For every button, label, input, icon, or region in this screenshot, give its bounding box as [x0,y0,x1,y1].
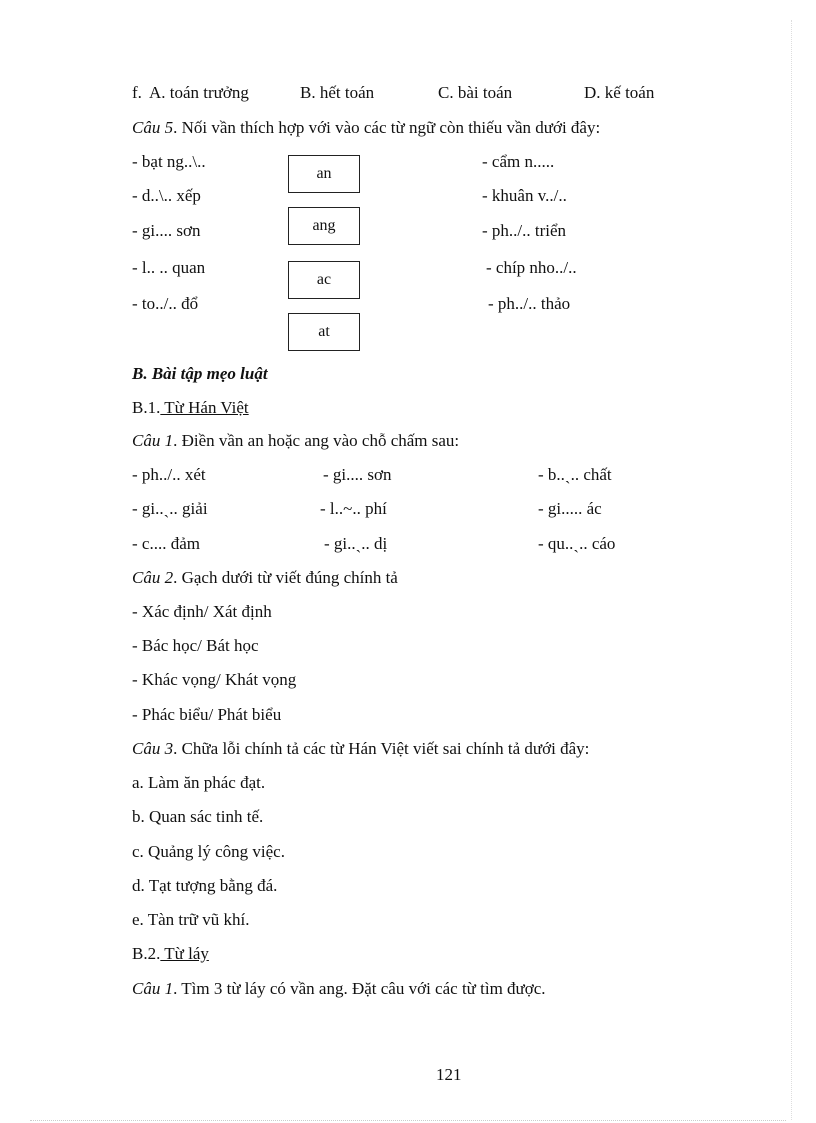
fill-item-r1c1: - ph../.. xét [132,465,206,484]
b1-cau3-item-c: c. Quảng lý công việc. [132,842,285,861]
cau5-right-item-2: - khuân v../.. [482,186,567,205]
cau5-text: . Nối vần thích hợp với vào các từ ngữ còn thiếu vần dưới đây: [173,118,601,137]
b2-cau1-heading [132,978,546,1000]
fill-item-r2c2: - l..~.. phí [320,499,387,518]
b1-cau3-item-b: b. Quan sác tinh tế. [132,807,264,826]
b1-prefix: B.1. [132,398,161,417]
q4f-option-b: B. hết toán [300,83,375,102]
cau5-right-item-1: - cẩm n..... [482,152,555,171]
cau5-heading [132,117,600,139]
cau5-right-item-5: - ph../.. thảo [488,294,571,313]
b1-cau3-item-a: a. Làm ăn phác đạt. [132,773,266,792]
cau5-right-item-4: - chíp nho../.. [486,258,577,277]
rhyme-box-at: at [288,313,360,351]
fill-item-r3c2: - gi..ˎ.. dị [324,534,388,553]
b1-cau3-item-d: d. Tạt tượng bằng đá. [132,876,278,895]
fill-item-r1c2: - gi.... sơn [323,465,392,484]
b1-cau3-heading [132,738,589,760]
b2-title: Từ láy [160,944,209,963]
fill-item-r3c1: - c.... đảm [132,534,200,553]
fill-item-r3c3: - qu..ˎ.. cáo [538,534,616,553]
b1-cau1-label: Câu 1 [132,431,174,450]
b1-heading [132,397,249,419]
fill-item-r1c3: - b..ˎ.. chất [538,465,612,484]
b1-cau3-text: . Chữa lỗi chính tả các từ Hán Việt viết sai chính tả dưới đây: [173,739,590,758]
q4f-option-a: A. toán trưởng [149,83,249,102]
b2-cau1-label: Câu 1 [132,979,174,998]
cau5-left-item-3: - gi.... sơn [132,221,201,240]
b2-prefix: B.2. [132,944,161,963]
b1-cau2-item-2: - Bác học/ Bát học [132,636,259,655]
q4f-label: f. [132,83,142,102]
page-bottom-border [30,1120,786,1121]
fill-item-r2c1: - gi..ˎ.. giải [132,499,208,518]
b1-cau3-label: Câu 3 [132,739,174,758]
b1-title: Từ Hán Việt [160,398,249,417]
b1-cau2-item-4: - Phác biểu/ Phát biểu [132,705,282,724]
b2-cau1-text: . Tìm 3 từ láy có vần ang. Đặt câu với các từ tìm được. [173,979,546,998]
cau5-left-item-4: - l.. .. quan [132,258,206,277]
rhyme-box-an: an [288,155,360,193]
b1-cau1-text: . Điền vần an hoặc ang vào chỗ chấm sau: [173,431,460,450]
cau5-left-item-2: - d..\.. xếp [132,186,201,205]
q4f-option-c: C. bài toán [438,83,513,102]
b1-cau2-heading [132,567,398,589]
b2-heading [132,943,209,965]
b1-cau3-item-e: e. Tàn trữ vũ khí. [132,910,250,929]
cau5-left-item-5: - to../.. đổ [132,294,199,313]
b1-cau2-item-3: - Khác vọng/ Khát vọng [132,670,297,689]
page-right-border [791,20,792,1120]
rhyme-box-ang: ang [288,207,360,245]
b1-cau2-item-1: - Xác định/ Xát định [132,602,272,621]
section-b-title: B. Bài tập mẹo luật [132,364,268,383]
page-number: 121 [436,1065,462,1084]
b1-cau1-heading [132,430,459,452]
fill-item-r2c3: - gi..... ác [538,499,602,518]
cau5-label: Câu 5 [132,118,174,137]
cau5-left-item-1: - bạt ng..\.. [132,152,206,171]
cau5-right-item-3: - ph../.. triển [482,221,567,240]
b1-cau2-text: . Gạch dưới từ viết đúng chính tả [173,568,398,587]
rhyme-box-ac: ac [288,261,360,299]
q4f-option-d: D. kế toán [584,83,655,102]
b1-cau2-label: Câu 2 [132,568,174,587]
